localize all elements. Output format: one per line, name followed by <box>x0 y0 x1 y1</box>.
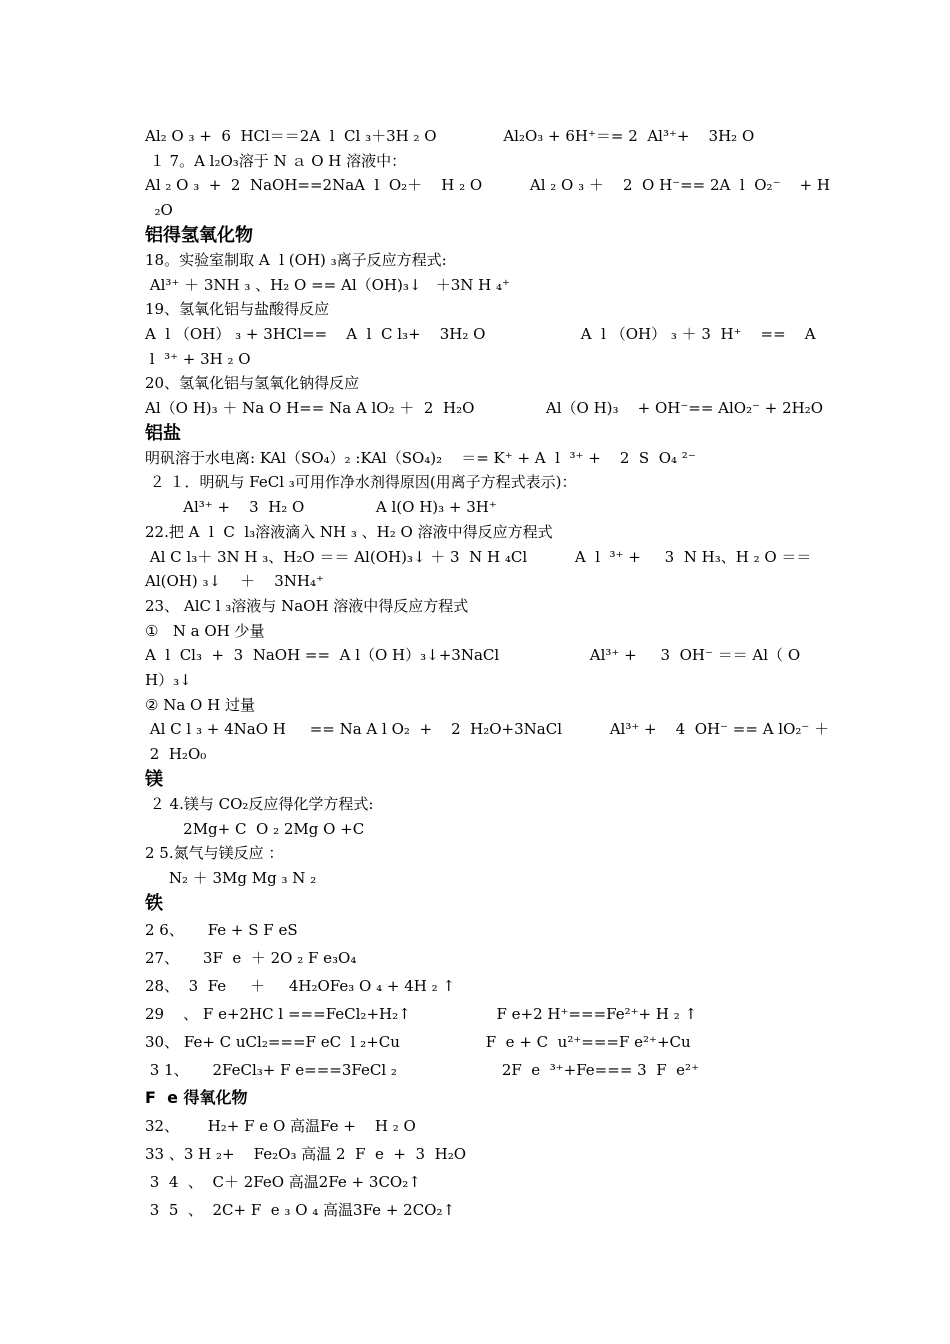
text-line: 22.把 A l C l₃溶液滴入 NH ₃ 、H₂ O 溶液中得反应方程式 <box>145 522 553 541</box>
section-heading: 铝得氢氧化物 <box>145 224 253 246</box>
text-line: 明矾溶于水电离: KAl（SO₄）₂ :KAl（SO₄)₂ ＝= K⁺ + A l ³⁺ + 2 S O₄ ²⁻ <box>145 448 696 467</box>
text-line: ① N a OH 少量 <box>145 621 265 640</box>
text-line: 2Mg+ C O ₂ 2Mg O +C <box>145 819 365 838</box>
equation-line: 32、 H₂+ F e O 高温Fe + H ₂ O <box>145 1116 416 1135</box>
text-line: 18。实验室制取 A l (OH) ₃离子反应方程式: <box>145 250 447 269</box>
text-line: Al（O H)₃ ＋ Na O H== Na A lO₂ ＋ 2 H₂O Al（O H)₃ + OH⁻== AlO₂⁻ + 2H₂O <box>145 399 824 418</box>
equation-line: 27、 3F e ＋ 2O ₂ F e₃O₄ <box>145 948 357 967</box>
text-line: A l （OH） ₃ + 3HCl== A l C l₃+ 3H₂ O A l （OH） ₃ ＋ 3 H⁺ == A <box>145 324 816 343</box>
equation-line: 2 6、 Fe + S F eS <box>145 920 298 939</box>
equation-line: 30、 Fe+ C uCl₂===F eC l ₂+Cu F e + C u²⁺===F e²⁺+Cu <box>145 1032 691 1051</box>
equation-line: 3 1、 2FeCl₃+ F e===3FeCl ₂ 2F e ³⁺+Fe=== 3 F e²⁺ <box>145 1060 699 1079</box>
text-line: 19、氢氧化铝与盐酸得反应 <box>145 300 330 319</box>
equation-line: 3 4 、 C＋ 2FeO 高温2Fe + 3CO₂↑ <box>145 1172 421 1191</box>
text-line: ② Na O H 过量 <box>145 695 255 714</box>
text-line: Al C l₃＋ 3N H ₃、H₂O ＝＝ Al(OH)₃↓ ＋ 3 N H ₄Cl A l ³⁺ + 3 N H₃、H ₂ O ＝＝ <box>145 547 812 566</box>
equation-line: 29 、 F e+2HC l ===FeCl₂+H₂↑ F e+2 H⁺===Fe²⁺+ H ₂ ↑ <box>145 1004 698 1023</box>
text-line: Al ₂ O ₃ + 2 NaOH==2NaA l O₂＋ H ₂ O Al ₂ O ₃ ＋ 2 O H⁻== 2A l O₂⁻ + H <box>145 176 830 195</box>
text-line: H）₃↓ <box>145 671 192 690</box>
text-line: ₂O <box>145 201 173 220</box>
equation-line: 28、 3 Fe ＋ 4H₂OFe₃ O ₄ + 4H ₂ ↑ <box>145 976 455 995</box>
text-line: l ³⁺ + 3H ₂ O <box>145 349 251 368</box>
equation-line: 3 5 、 2C+ F e ₃ O ₄ 高温3Fe + 2CO₂↑ <box>145 1200 456 1219</box>
text-line: １ 7。A l₂O₃溶于 N ａ O H 溶液中： <box>145 151 407 170</box>
text-line: 2 H₂O₀ <box>145 745 207 764</box>
text-line: 20、氢氧化铝与氢氧化钠得反应 <box>145 374 360 393</box>
section-heading: 镁 <box>145 768 163 790</box>
text-line: Al³⁺ ＋ 3NH ₃ 、H₂ O == Al（OH)₃↓ ＋3N H ₄⁺ <box>145 275 510 294</box>
text-line: ２ 4.镁与 CO₂反应得化学方程式: <box>145 794 374 813</box>
text-line: Al₂ O ₃ + 6 HCl＝＝2A l Cl ₃＋3H ₂ O Al₂O₃ + 6H⁺＝= 2 Al³⁺+ 3H₂ O <box>145 127 755 145</box>
text-line: Al³⁺ + 3 H₂ O A l(O H)₃ + 3H⁺ <box>145 498 497 517</box>
section-heading: 铁 <box>145 892 163 914</box>
text-line: Al C l ₃ + 4NaO H == Na A l O₂ + 2 H₂O+3NaCl Al³⁺ + 4 OH⁻ == A lO₂⁻ ＋ <box>145 720 830 739</box>
text-line: A l Cl₃ + 3 NaOH == A l（O H）₃↓+3NaCl Al³⁺ + 3 OH⁻ ＝＝ Al（ O <box>145 646 801 665</box>
text-line: Al(OH) ₃↓ ＋ 3NH₄⁺ <box>145 572 324 591</box>
section-heading: 铝盐 <box>145 422 181 444</box>
section-heading: F e 得氧化物 <box>145 1087 248 1107</box>
equation-line: 33 、3 H ₂+ Fe₂O₃ 高温 2 F e + 3 H₂O <box>145 1144 467 1163</box>
text-line: N₂ ＋ 3Mg Mg ₃ N ₂ <box>145 868 317 887</box>
text-line: ２ １．明矾与 FeCl ₃可用作净水剂得原因(用离子方程式表示)： <box>145 473 577 492</box>
text-line: 2 5.氮气与镁反应 ： <box>145 844 284 863</box>
document-page <box>145 124 830 1224</box>
text-line: 23、 AlC l ₃溶液与 NaOH 溶液中得反应方程式 <box>145 596 469 615</box>
